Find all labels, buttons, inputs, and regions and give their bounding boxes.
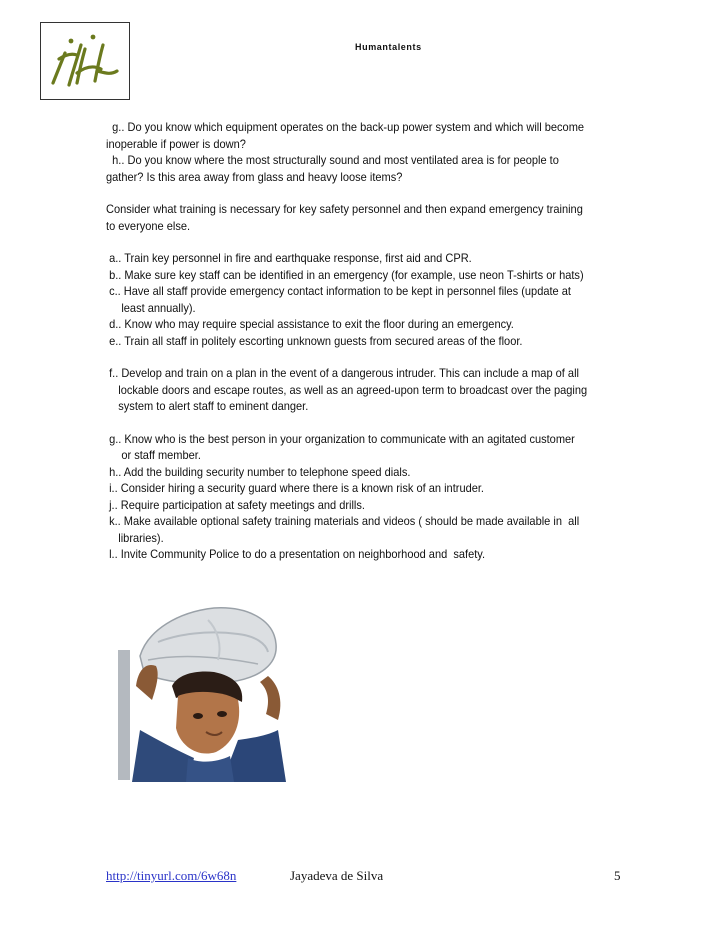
humantalents-logo [40,22,130,100]
list-item: l.. Invite Community Police to do a presentation on neighborhood and safety. [106,547,486,561]
page-number: 5 [614,868,621,883]
list-item: lockable doors and escape routes, as well as an agreed-upon term to broadcast over the paging [106,382,588,397]
text-line: inoperable if power is down? [106,136,246,151]
list-item: or staff member. [106,448,201,462]
list-item: k.. Make available optional safety training materials and videos ( should be made available in all [106,514,580,528]
list-item: i.. Consider hiring a security guard where there is a known risk of an intruder. [106,481,485,495]
list-item: b.. Make sure key staff can be identified in an emergency (for example, use neon T-shirts or hats) [106,267,584,282]
list-item: h.. Add the building security number to telephone speed dials. [106,464,411,479]
text-line: h.. Do you know where the most structurally sound and most ventilated area is for people to [106,153,559,167]
list-f [106,365,588,415]
list-item: g.. Know who is the best person in your organization to communicate with an agitated customer [106,431,575,446]
header-title: Humantalents [355,42,422,52]
list-item: a.. Train key personnel in fire and earthquake response, first aid and CPR. [106,251,472,265]
list-item: f.. Develop and train on a plan in the event of a dangerous intruder. This can include a map of all [106,366,579,380]
footer-author: Jayadeva de Silva [290,868,384,883]
list-item: e.. Train all staff in politely escorting unknown guests from secured areas of the floor. [106,333,523,348]
intro-questions [106,119,584,185]
list-item: system to alert staff to eminent danger. [106,399,309,413]
document-body [106,119,588,563]
list-item: libraries). [106,530,164,545]
list-g-l [106,431,584,563]
list-item: j.. Require participation at safety meetings and drills. [106,497,365,512]
text-line: to everyone else. [106,218,191,233]
training-paragraph [106,201,584,234]
text-line: Consider what training is necessary for key safety personnel and then expand emergency training [106,202,583,216]
logo-glyph-icon [41,23,129,99]
list-item: least annually). [106,300,196,315]
text-line: g.. Do you know which equipment operates on the back-up power system and which will become [106,120,585,134]
child-carrying-bundle-photo [118,590,292,782]
footer-link[interactable]: http://tinyurl.com/6w68n [106,868,237,883]
text-line: gather? Is this area away from glass and heavy loose items? [106,169,403,184]
list-a-e [106,250,584,349]
list-item: d.. Know who may require special assistance to exit the floor during an emergency. [106,317,514,331]
list-item: c.. Have all staff provide emergency contact information to be kept in personnel files (update at [106,284,571,298]
